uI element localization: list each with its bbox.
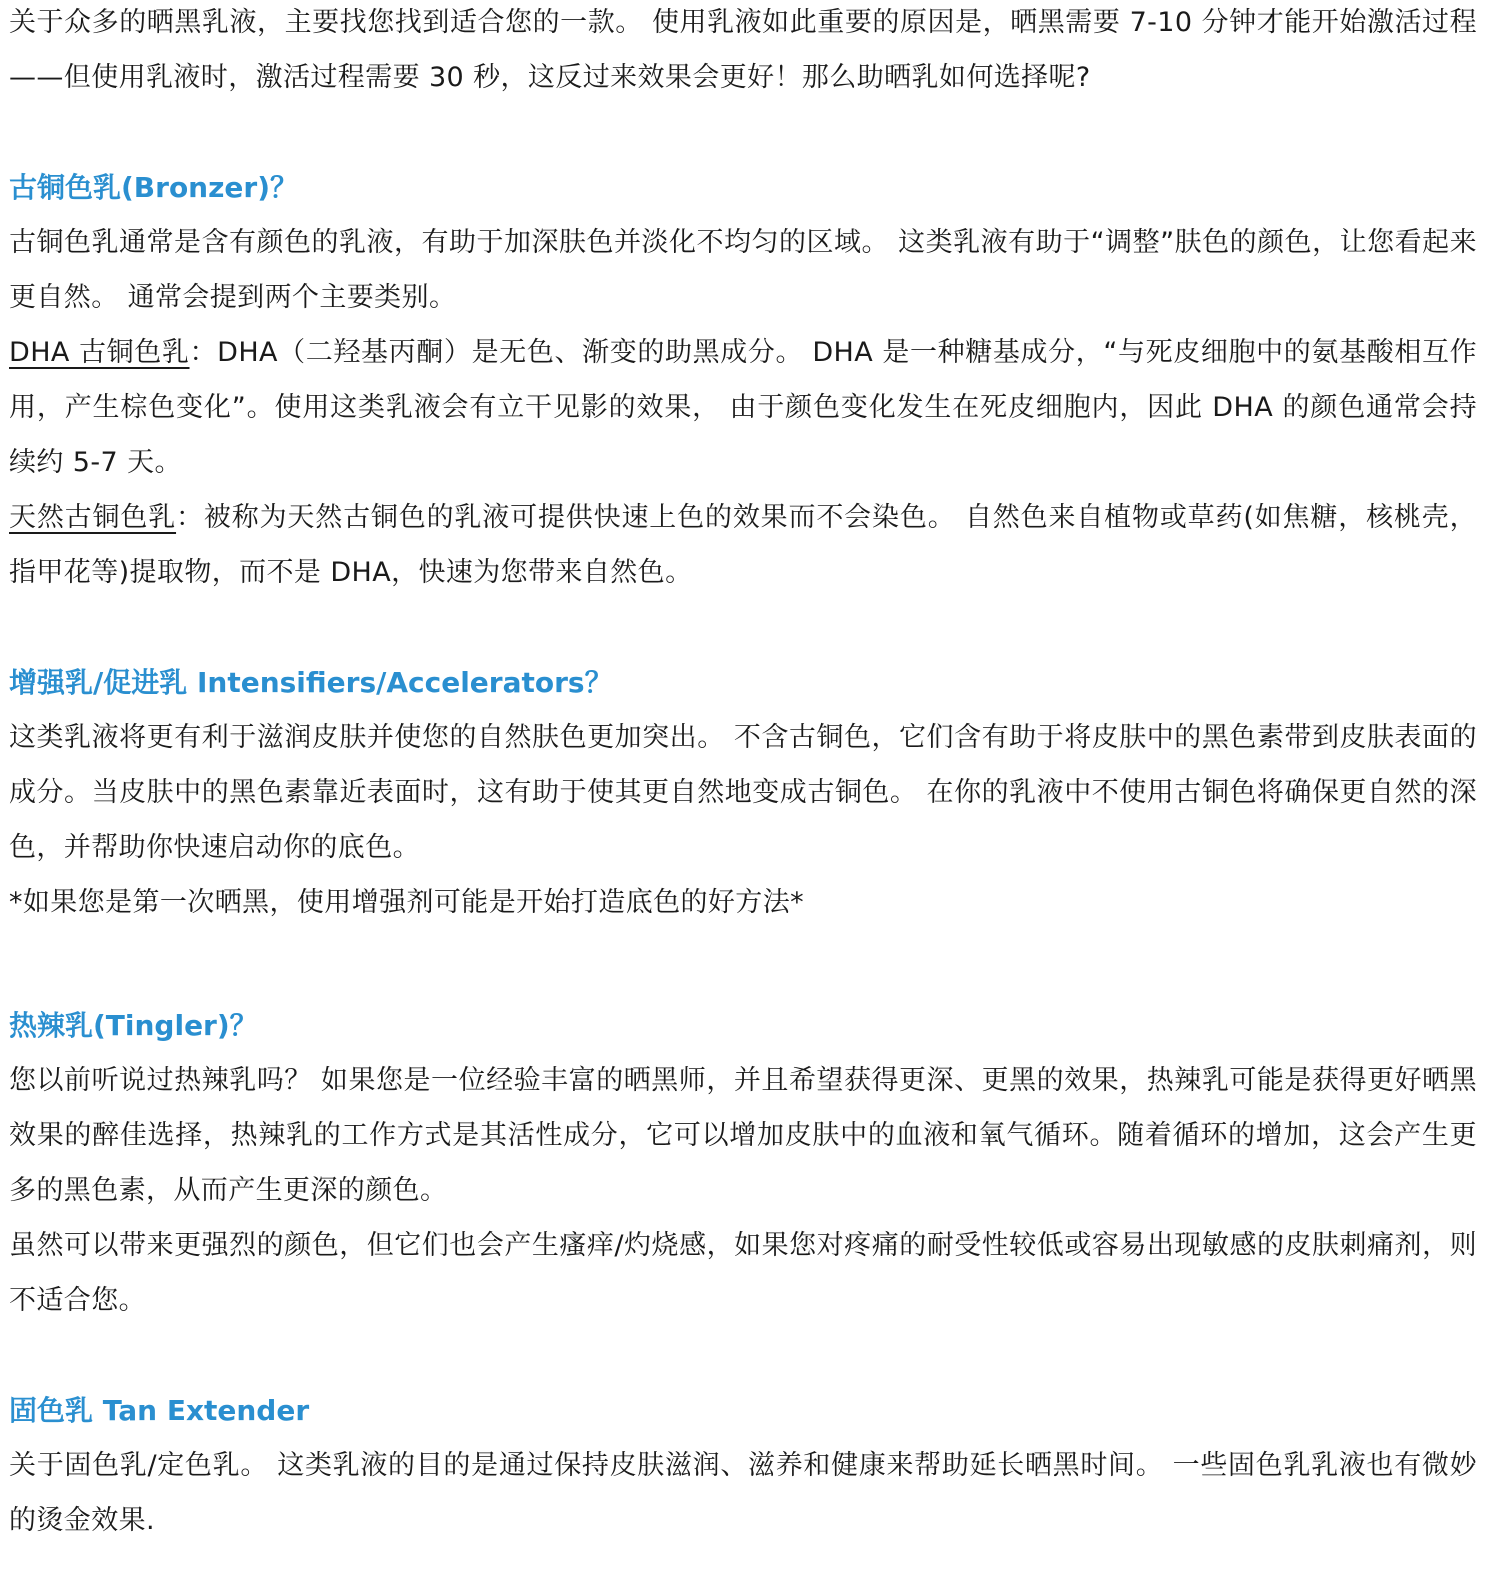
intro-paragraph: 关于众多的晒黑乳液，主要找您找到适合您的一款。 使用乳液如此重要的原因是，晒黑需要 7-10 分钟才能开始激活过程——但使用乳液时，激活过程需要 30 秒，这反过来效果会更好！那么助晒乳如何选择呢? xyxy=(9,7,1477,93)
spacer xyxy=(9,930,1477,998)
tan-extender-paragraph: 关于固色乳/定色乳。 这类乳液的目的是通过保持皮肤滋润、滋养和健康来帮助延长晒黑时间。 一些固色乳乳液也有微妙的烫金效果. xyxy=(9,1450,1477,1536)
section-heading-bronzer: 古铜色乳(Bronzer)？ xyxy=(9,171,299,204)
term-dha-bronzer: DHA 古铜色乳 xyxy=(9,337,190,368)
tingler-paragraph: 您以前听说过热辣乳吗？ 如果您是一位经验丰富的晒黑师，并且希望获得更深、更黑的效果，热辣乳可能是获得更好晒黑效果的醉佳选择，热辣乳的工作方式是其活性成分，它可以增加皮肤中的血液和氧气循环。随着循环的增加，这会产生更多的黑色素，从而产生更深的颜色。 xyxy=(9,1065,1477,1206)
section-heading-tingler: 热辣乳(Tingler)？ xyxy=(9,1009,258,1042)
section-bronzer xyxy=(9,160,1477,600)
item-text-dha: ：DHA（二羟基丙酮）是无色、渐变的助黑成分。 DHA 是一种糖基成分，“与死皮细胞中的氨基酸相互作用，产生棕色变化”。使用这类乳液会有立干见影的效果， 由于颜色变化发生在死皮细胞内，因此 DHA 的颜色通常会持续约 5-7 天。 xyxy=(9,337,1477,478)
section-heading-tan-extender: 固色乳 Tan Extender xyxy=(9,1394,310,1427)
section-intensifiers xyxy=(9,655,1477,930)
bronzer-item-dha xyxy=(9,325,1477,490)
bronzer-paragraph: 古铜色乳通常是含有颜色的乳液，有助于加深肤色并淡化不均匀的区域。 这类乳液有助于“调整”肤色的颜色，让您看起来更自然。 通常会提到两个主要类别。 xyxy=(9,227,1477,313)
intensifiers-note: *如果您是第一次晒黑，使用增强剂可能是开始打造底色的好方法* xyxy=(9,887,804,918)
tingler-paragraph-2: 虽然可以带来更强烈的颜色，但它们也会产生瘙痒/灼烧感，如果您对疼痛的耐受性较低或容易出现敏感的皮肤刺痛剂，则不适合您。 xyxy=(9,1230,1477,1316)
section-heading-intensifiers: 增强乳/促进乳 Intensifiers/Accelerators？ xyxy=(9,666,613,699)
section-tingler xyxy=(9,998,1477,1328)
spacer xyxy=(9,600,1477,655)
spacer xyxy=(9,105,1477,160)
bronzer-item-natural xyxy=(9,490,1477,600)
spacer xyxy=(9,1328,1477,1383)
item-text-natural: ：被称为天然古铜色的乳液可提供快速上色的效果而不会染色。 自然色来自植物或草药(如焦糖，核桃壳，指甲花等)提取物，而不是 DHA，快速为您带来自然色。 xyxy=(9,502,1477,588)
section-tan-extender xyxy=(9,1383,1477,1548)
term-natural-bronzer: 天然古铜色乳 xyxy=(9,502,177,533)
intensifiers-paragraph: 这类乳液将更有利于滋润皮肤并使您的自然肤色更加突出。 不含古铜色，它们含有助于将皮肤中的黑色素带到皮肤表面的成分。当皮肤中的黑色素靠近表面时，这有助于使其更自然地变成古铜色。 在你的乳液中不使用古铜色将确保更自然的深色，并帮助你快速启动你的底色。 xyxy=(9,722,1477,863)
